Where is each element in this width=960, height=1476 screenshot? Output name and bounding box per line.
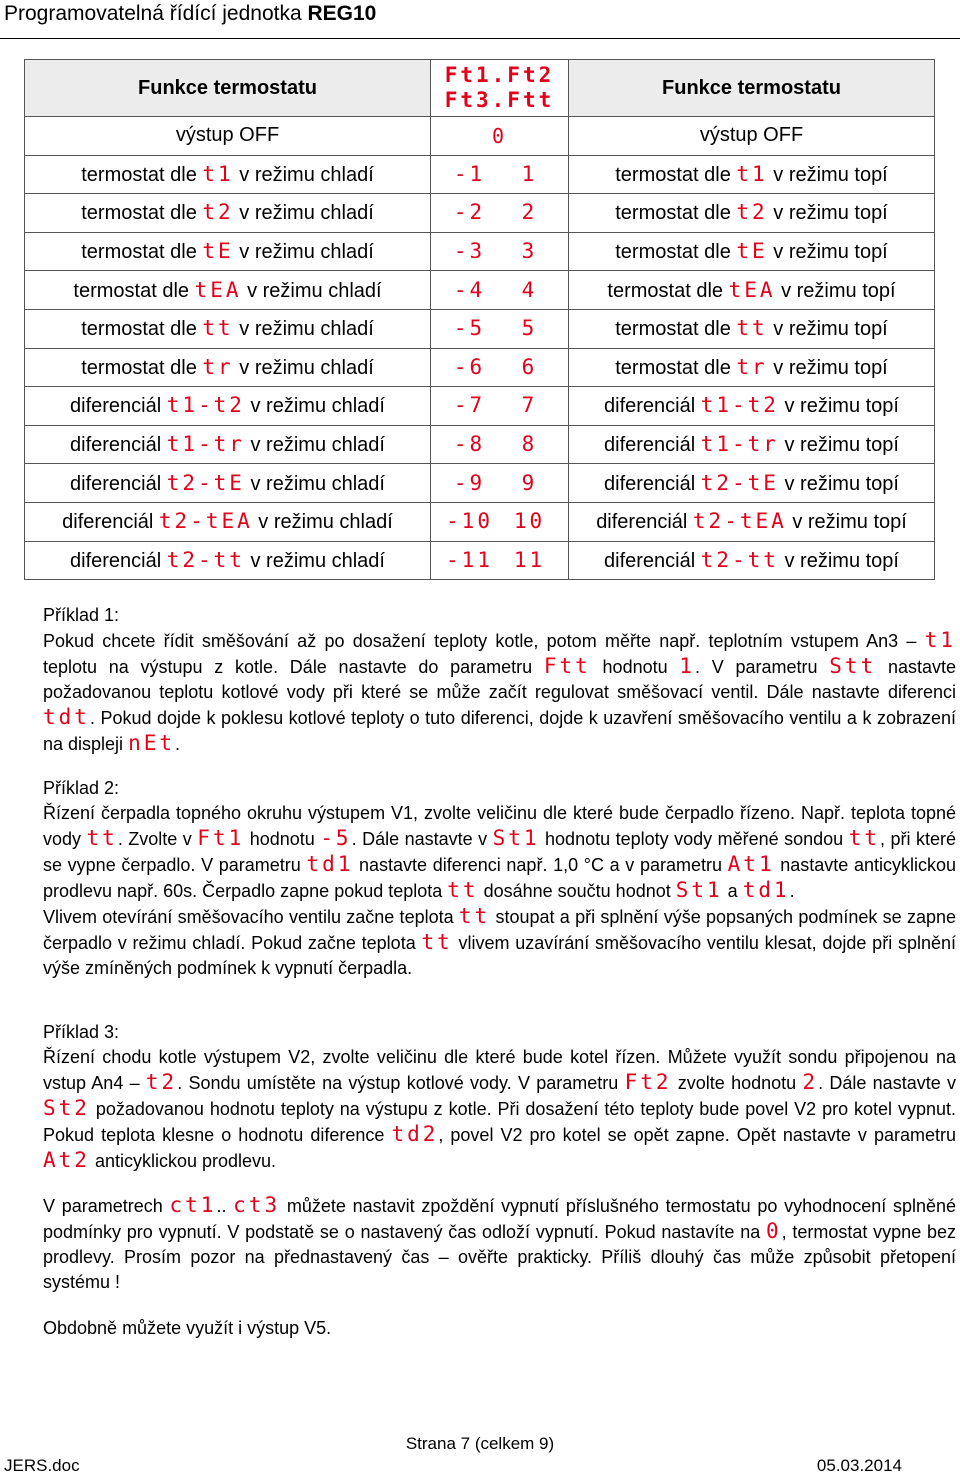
text-run: termostat dle <box>81 241 203 264</box>
example-2-text-2 <box>43 904 956 981</box>
document-header <box>4 2 376 26</box>
value-positive: 4 <box>521 277 538 302</box>
text-run: teplotu na výstupu z kotle. Dále nastavte do parametru <box>43 657 544 677</box>
parameter-values <box>431 387 569 426</box>
header-code-line1: Ft1.Ft2 <box>444 63 555 87</box>
parameter-values <box>431 232 569 271</box>
display-code: nEt <box>128 731 175 755</box>
text-run: stoupat a při splnění výše popsaných podmínek se zapne čerpadlo v režimu chladí. Pokud začne teplota <box>43 907 956 953</box>
display-code: 2 <box>802 1070 819 1094</box>
value-positive: 6 <box>521 354 538 379</box>
example-3-title: Příklad 3: <box>43 1022 120 1042</box>
text-run: diferenciál <box>596 511 693 534</box>
text-run: vlivem uzavírání směšovacího ventilu klesat, dojde při splnění výše zmíněných podmínek k vypnutí čerpadla. <box>43 933 956 978</box>
table-row <box>25 464 935 503</box>
display-code: ct1 <box>169 1193 217 1217</box>
display-code: Ftt <box>543 654 591 678</box>
text-run: v režimu topí <box>778 434 899 457</box>
text-run: v režimu chladí <box>241 279 382 302</box>
text-run: . V parametru <box>695 657 830 677</box>
display-code: tt <box>458 904 491 928</box>
value-negative: -4 <box>453 277 486 302</box>
text-run: v režimu chladí <box>233 241 374 264</box>
value-positive: 7 <box>521 393 538 418</box>
display-code: td2 <box>391 1122 439 1146</box>
example-3 <box>43 1020 956 1174</box>
row-off-right: výstup OFF <box>569 117 935 156</box>
text-run: v režimu topí <box>786 511 907 534</box>
display-code: 1 <box>679 654 696 678</box>
text-run: v režimu chladí <box>233 163 374 186</box>
text-run: termostat dle <box>615 163 737 186</box>
value-negative: -11 <box>446 547 493 572</box>
display-code: t1-t2 <box>700 393 779 418</box>
display-code: t2-tEA <box>692 509 787 534</box>
text-run: hodnotu <box>590 657 680 677</box>
text-run: termostat dle <box>73 279 195 302</box>
value-positive: 10 <box>513 509 546 534</box>
display-code: tt <box>848 826 880 850</box>
display-code: Ft1 <box>197 826 245 850</box>
text-run: . Dále nastavte v <box>351 829 493 849</box>
text-run: požadovanou hodnotu teploty na výstupu z kotle. Při dosažení této teploty bude povel V2 pro kotel vypnut. Pokud teplota klesne o hodnotu diference <box>43 1099 956 1145</box>
function-cooling <box>25 348 431 387</box>
text-run: v režimu topí <box>778 549 899 572</box>
display-code: td1 <box>742 878 790 902</box>
text-run: . Zvolte v <box>117 829 198 849</box>
text-run: v režimu topí <box>767 202 888 225</box>
parameter-values <box>431 194 569 233</box>
text-run: diferenciál <box>70 549 167 572</box>
function-heating <box>569 387 935 426</box>
text-run: termostat dle <box>615 356 737 379</box>
text-run: termostat dle <box>615 318 737 341</box>
example-2 <box>43 776 956 981</box>
text-run: hodnotu teploty vody měřené sondou <box>539 829 849 849</box>
function-heating <box>569 425 935 464</box>
text-run: . <box>789 881 795 901</box>
function-heating <box>569 155 935 194</box>
text-run: diferenciál <box>62 511 159 534</box>
parameter-values <box>431 464 569 503</box>
text-run: nastavte diferenci např. 1,0 °C a v parametru <box>353 855 728 875</box>
text-run: hodnotu <box>244 829 321 849</box>
text-run: . Dále nastavte v <box>818 1073 956 1093</box>
value-negative: -9 <box>453 470 486 495</box>
parameter-values <box>431 541 569 580</box>
value-negative: -7 <box>453 393 486 418</box>
value-positive: 9 <box>521 470 538 495</box>
function-cooling <box>25 155 431 194</box>
display-code: tE <box>202 239 234 264</box>
display-code: tdt <box>43 705 90 729</box>
table-row <box>25 117 935 156</box>
function-cooling <box>25 425 431 464</box>
display-code: St1 <box>675 878 723 902</box>
text-run: v režimu topí <box>767 163 888 186</box>
display-code: tt <box>421 930 453 954</box>
header-function-right: Funkce termostatu <box>569 60 935 117</box>
document-date: 05.03.2014 <box>816 1456 902 1475</box>
example-1 <box>43 603 956 757</box>
value-positive: 2 <box>521 200 538 225</box>
display-code: ct3 <box>233 1193 281 1217</box>
value-positive: 8 <box>521 432 538 457</box>
value-negative: -8 <box>453 432 486 457</box>
text-run: dosáhne součtu hodnot <box>478 881 676 901</box>
text-run: termostat dle <box>81 356 203 379</box>
text-run: , při které se vypne čerpadlo. V parametru <box>43 829 956 875</box>
text-run: můžete nastavit zpoždění vypnutí příslušného termostatu po vyhodnocení splněné podmínky pro vypnutí. V podstatě se o nastavený čas odloží vypnutí. Pokud nastavíte na <box>43 1196 956 1242</box>
display-code: St2 <box>43 1096 90 1120</box>
file-name: JERS.doc <box>4 1456 80 1475</box>
display-code: tE <box>736 239 768 264</box>
function-heating <box>569 232 935 271</box>
value-negative: -6 <box>453 354 486 379</box>
table-row <box>25 348 935 387</box>
text-run: nastavte anticyklickou prodlevu např. 60s. Čerpadlo zapne pokud teplota <box>43 855 956 901</box>
text-run: v režimu topí <box>767 241 888 264</box>
row-off-left: výstup OFF <box>25 117 431 156</box>
display-code: t1 <box>202 161 234 186</box>
text-run: diferenciál <box>70 434 167 457</box>
v5-note <box>43 1316 956 1341</box>
table-row <box>25 155 935 194</box>
display-code: tEA <box>728 277 776 302</box>
row-off-code: 0 <box>431 117 569 156</box>
display-code: t2 <box>202 200 234 225</box>
display-code: Stt <box>829 654 877 678</box>
value-positive: 1 <box>521 161 538 186</box>
value-negative: -3 <box>453 239 486 264</box>
parameter-values <box>431 155 569 194</box>
text-run: diferenciál <box>70 395 167 418</box>
display-code: tt <box>86 826 118 850</box>
text-run: , termostat vypne bez prodlevy. Prosím pozor na přednastavený čas – ověřte prakticky. Příliš dlouhý čas může způsobit přetopení systému ! <box>43 1222 956 1292</box>
display-code: t2-tEA <box>158 509 253 534</box>
value-negative: -2 <box>453 200 486 225</box>
text-run: v režimu chladí <box>244 395 385 418</box>
text-run: termostat dle <box>615 241 737 264</box>
display-code: t2-tt <box>700 547 779 572</box>
text-run: v režimu topí <box>778 472 899 495</box>
text-run: diferenciál <box>604 549 701 572</box>
display-code: tt <box>736 316 768 341</box>
header-function-left: Funkce termostatu <box>25 60 431 117</box>
text-run: v režimu topí <box>767 318 888 341</box>
display-code: At1 <box>727 852 775 876</box>
text-run: v režimu chladí <box>233 318 374 341</box>
text-run: termostat dle <box>81 163 203 186</box>
text-run: Vlivem otevírání směšovacího ventilu začne teplota <box>43 907 459 927</box>
example-2-text <box>43 801 956 904</box>
value-negative: -10 <box>446 509 493 534</box>
example-2-title: Příklad 2: <box>43 778 120 798</box>
delay-note <box>43 1193 956 1295</box>
display-code: t1-tr <box>166 432 245 457</box>
value-positive: 3 <box>521 239 538 264</box>
display-code: t1 <box>924 628 956 652</box>
display-code: t1-t2 <box>166 393 245 418</box>
table-row <box>25 502 935 541</box>
function-cooling <box>25 387 431 426</box>
text-run: Řízení čerpadla topného okruhu výstupem V1, zvolte veličinu dle které bude čerpadlo řízeno. Např. teplota topné vody <box>43 803 956 849</box>
function-heating <box>569 194 935 233</box>
display-code: t2-tt <box>166 547 245 572</box>
text-run: . Pokud dojde k poklesu kotlové teploty o tuto diferenci, dojde k uzavření směšovacího ventilu a k zobrazení na displeji <box>43 708 956 754</box>
header-code-line2: Ft3.Ftt <box>444 88 555 112</box>
table-header-row <box>25 60 935 117</box>
function-cooling <box>25 502 431 541</box>
value-negative: -5 <box>453 316 486 341</box>
example-1-title: Příklad 1: <box>43 605 120 625</box>
value-positive: 11 <box>513 547 546 572</box>
display-code: t2-tE <box>166 470 245 495</box>
text-run: termostat dle <box>615 202 737 225</box>
display-code: tt <box>447 878 479 902</box>
header-title-model: REG10 <box>307 2 377 25</box>
text-run: , povel V2 pro kotel se opět zapne. Opět nastavte v parametru <box>438 1125 956 1145</box>
text-run: v režimu chladí <box>244 549 385 572</box>
example-3-text <box>43 1045 956 1174</box>
text-run: termostat dle <box>81 202 203 225</box>
text-run: v režimu chladí <box>233 202 374 225</box>
display-code: t2 <box>145 1070 178 1094</box>
text-run: v režimu chladí <box>244 434 385 457</box>
header-title-prefix: Programovatelná řídící jednotka <box>4 2 308 25</box>
display-code: -5 <box>320 826 352 850</box>
text-run: diferenciál <box>604 472 701 495</box>
text-run: anticyklickou prodlevu. <box>89 1151 277 1171</box>
function-cooling <box>25 232 431 271</box>
parameter-values <box>431 348 569 387</box>
table-row <box>25 425 935 464</box>
display-code: tr <box>736 354 768 379</box>
display-code: tr <box>202 354 234 379</box>
text-run: . Sondu umístěte na výstup kotlové vody. V parametru <box>177 1073 625 1093</box>
display-code: tt <box>202 316 234 341</box>
example-1-text <box>43 628 956 757</box>
page-number: Strana 7 (celkem 9) <box>405 1434 555 1453</box>
text-run: a <box>722 881 743 901</box>
display-code: t2-tE <box>700 470 779 495</box>
table-row <box>25 194 935 233</box>
display-code: t1 <box>736 161 768 186</box>
text-run: v režimu chladí <box>252 511 393 534</box>
function-heating <box>569 464 935 503</box>
text-run: Pokud chcete řídit směšování až po dosažení teploty kotle, potom měřte např. teplotním vstupem An3 – <box>43 631 925 651</box>
text-run: diferenciál <box>604 434 701 457</box>
function-heating <box>569 309 935 348</box>
text-run: v režimu topí <box>767 356 888 379</box>
text-run: v režimu topí <box>775 279 896 302</box>
display-code: St1 <box>492 826 540 850</box>
table-row <box>25 541 935 580</box>
display-code: Ft2 <box>624 1070 672 1094</box>
display-code: t2 <box>736 200 768 225</box>
table-row <box>25 309 935 348</box>
function-heating <box>569 348 935 387</box>
delay-note-text <box>43 1193 956 1295</box>
text-run: nastavte požadovanou teplotu kotlové vody při které se může začít regulovat směšovací ventil. Dále nastavte diferenci <box>43 657 957 702</box>
value-positive: 5 <box>521 316 538 341</box>
text-run: Řízení chodu kotle výstupem V2, zvolte veličinu dle které bude kotel řízen. Můžete využít sondu připojenou na vstup An4 – <box>43 1047 956 1093</box>
text-run: .. <box>216 1196 234 1216</box>
text-run: v režimu chladí <box>244 472 385 495</box>
parameter-values <box>431 502 569 541</box>
function-heating <box>569 271 935 310</box>
text-run: V parametrech <box>43 1196 170 1216</box>
function-heating <box>569 502 935 541</box>
function-cooling <box>25 464 431 503</box>
text-run: termostat dle <box>81 318 203 341</box>
parameter-values <box>431 271 569 310</box>
text-run: termostat dle <box>607 279 729 302</box>
function-cooling <box>25 309 431 348</box>
function-cooling <box>25 541 431 580</box>
function-cooling <box>25 194 431 233</box>
text-run: zvolte hodnotu <box>671 1073 803 1093</box>
text-run: v režimu chladí <box>233 356 374 379</box>
text-run: . <box>175 734 181 754</box>
function-heating <box>569 541 935 580</box>
text-run: diferenciál <box>604 395 701 418</box>
function-cooling <box>25 271 431 310</box>
display-code: t1-tr <box>700 432 779 457</box>
value-negative: -1 <box>453 161 486 186</box>
parameter-values <box>431 425 569 464</box>
table-row <box>25 232 935 271</box>
table-row <box>25 387 935 426</box>
parameter-values <box>431 309 569 348</box>
header-rule <box>0 38 960 39</box>
display-code: 0 <box>765 1219 782 1243</box>
header-parameter-codes <box>431 60 569 117</box>
thermostat-function-table <box>24 59 935 580</box>
display-code: At2 <box>43 1148 90 1172</box>
display-code: td1 <box>306 852 354 876</box>
text-run: v režimu topí <box>778 395 899 418</box>
table-row <box>25 271 935 310</box>
text-run: diferenciál <box>70 472 167 495</box>
v5-note-text: Obdobně můžete využít i výstup V5. <box>43 1318 332 1338</box>
display-code: tEA <box>194 277 242 302</box>
